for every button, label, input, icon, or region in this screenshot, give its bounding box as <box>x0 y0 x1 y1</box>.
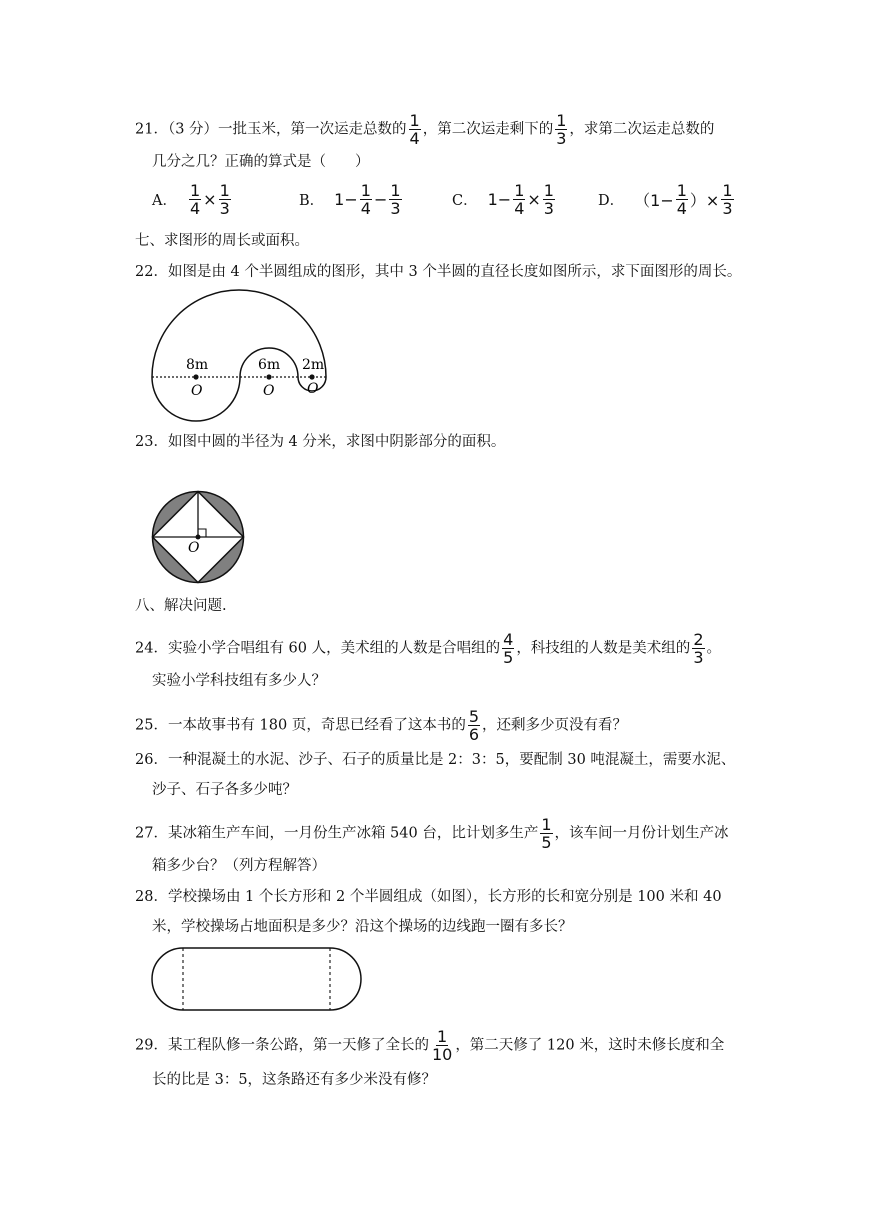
q28-line1: 28．学校操场由 1 个长方形和 2 个半圆组成（如图），长方形的长和宽分别是 100 米和 40 <box>135 889 722 905</box>
fraction: $\frac{1}{4}$ <box>676 181 687 218</box>
center-dot <box>266 374 271 379</box>
fraction: $\frac{1}{3}$ <box>543 181 554 218</box>
q24-line2: 实验小学科技组有多少人？ <box>152 673 326 689</box>
fraction: $\frac{1}{3}$ <box>556 111 567 148</box>
fraction: $\frac{5}{6}$ <box>468 707 480 744</box>
q21-line2: 几分之几？正确的算式是（ ） <box>152 154 370 170</box>
q21-option-d[interactable]: D． （1− $\frac{1}{4}$ ）× $\frac{1}{3}$ <box>598 181 733 218</box>
q22-text: 22．如图是由 4 个半圆组成的图形，其中 3 个半圆的直径长度如图所示，求下面图形的周长。 <box>135 264 742 280</box>
q29-line1: 29．某工程队修一条公路，第一天修了全长的 $\frac{1}{10}$ ，第二天修了 120 米，这时未修长度和全 <box>135 1027 725 1064</box>
q24-line1: 24．实验小学合唱组有 60 人，美术组的人数是合唱组的 $\frac{4}{5}$ ，科技组的人数是美术组的 $\frac{2}{3}$ 。 <box>135 630 721 667</box>
q29-line2: 长的比是 3：5，这条路还有多少米没有修？ <box>152 1072 437 1088</box>
center-dot <box>309 374 314 379</box>
q27-line1: 27．某冰箱生产车间，一月份生产冰箱 540 台，比计划多生产 $\frac{1}{5}$ ，该车间一月份计划生产冰 <box>135 815 729 852</box>
fraction: $\frac{1}{4}$ <box>409 111 420 148</box>
diameter-label-2m: 2m <box>302 357 325 373</box>
q22-semicircle-figure <box>140 285 350 425</box>
fraction: $\frac{1}{3}$ <box>390 181 401 218</box>
center-dot <box>196 535 201 540</box>
center-label: O <box>191 383 203 399</box>
q21-option-c[interactable]: C． 1− $\frac{1}{4}$ × $\frac{1}{3}$ <box>452 181 554 218</box>
fraction: $\frac{1}{3}$ <box>722 181 733 218</box>
fraction: $\frac{4}{5}$ <box>503 630 514 667</box>
fraction: $\frac{1}{4}$ <box>189 181 201 218</box>
diameter-label-8m: 8m <box>186 357 209 373</box>
q23-text: 23．如图中圆的半径为 4 分米，求图中阴影部分的面积。 <box>135 434 506 450</box>
q26-line1: 26．一种混凝土的水泥、沙子、石子的质量比是 2：3：5，要配制 30 吨混凝土，需要水泥、 <box>135 752 736 768</box>
section-seven-heading: 七、求图形的周长或面积。 <box>135 233 309 249</box>
fraction: $\frac{1}{3}$ <box>219 181 230 218</box>
fraction: $\frac{1}{4}$ <box>514 181 525 218</box>
center-label: O <box>188 540 200 556</box>
q21-line1: 21．（3 分）一批玉米，第一次运走总数的 $\frac{1}{4}$ ，第二次运走剩下的 $\frac{1}{3}$ ，求第二次运走总数的 <box>135 111 715 148</box>
center-label: O <box>307 381 319 397</box>
q28-track-figure <box>148 943 368 1015</box>
section-eight-heading: 八、解决问题. <box>135 598 227 614</box>
q23-circle-square-figure <box>148 487 248 587</box>
q25-line1: 25．一本故事书有 180 页，奇思已经看了这本书的 $\frac{5}{6}$ ，还剩多少页没有看？ <box>135 707 628 744</box>
q27-line2: 箱多少台？（列方程解答） <box>152 858 326 874</box>
q21-option-b[interactable]: B． 1− $\frac{1}{4}$ − $\frac{1}{3}$ <box>299 181 401 218</box>
figure-outline <box>152 290 326 421</box>
q28-line2: 米，学校操场占地面积是多少？沿这个操场的边线跑一圈有多长？ <box>152 919 573 935</box>
fraction: $\frac{2}{3}$ <box>693 630 704 667</box>
q26-line2: 沙子、石子各多少吨？ <box>152 782 297 798</box>
fraction: $\frac{1}{10}$ <box>431 1027 453 1064</box>
fraction: $\frac{1}{4}$ <box>360 181 371 218</box>
q21-option-a[interactable]: A． $\frac{1}{4}$ × $\frac{1}{3}$ <box>152 181 230 218</box>
center-label: O <box>263 383 275 399</box>
fraction: $\frac{1}{5}$ <box>541 815 552 852</box>
diameter-label-6m: 6m <box>258 357 281 373</box>
center-dot <box>193 374 198 379</box>
